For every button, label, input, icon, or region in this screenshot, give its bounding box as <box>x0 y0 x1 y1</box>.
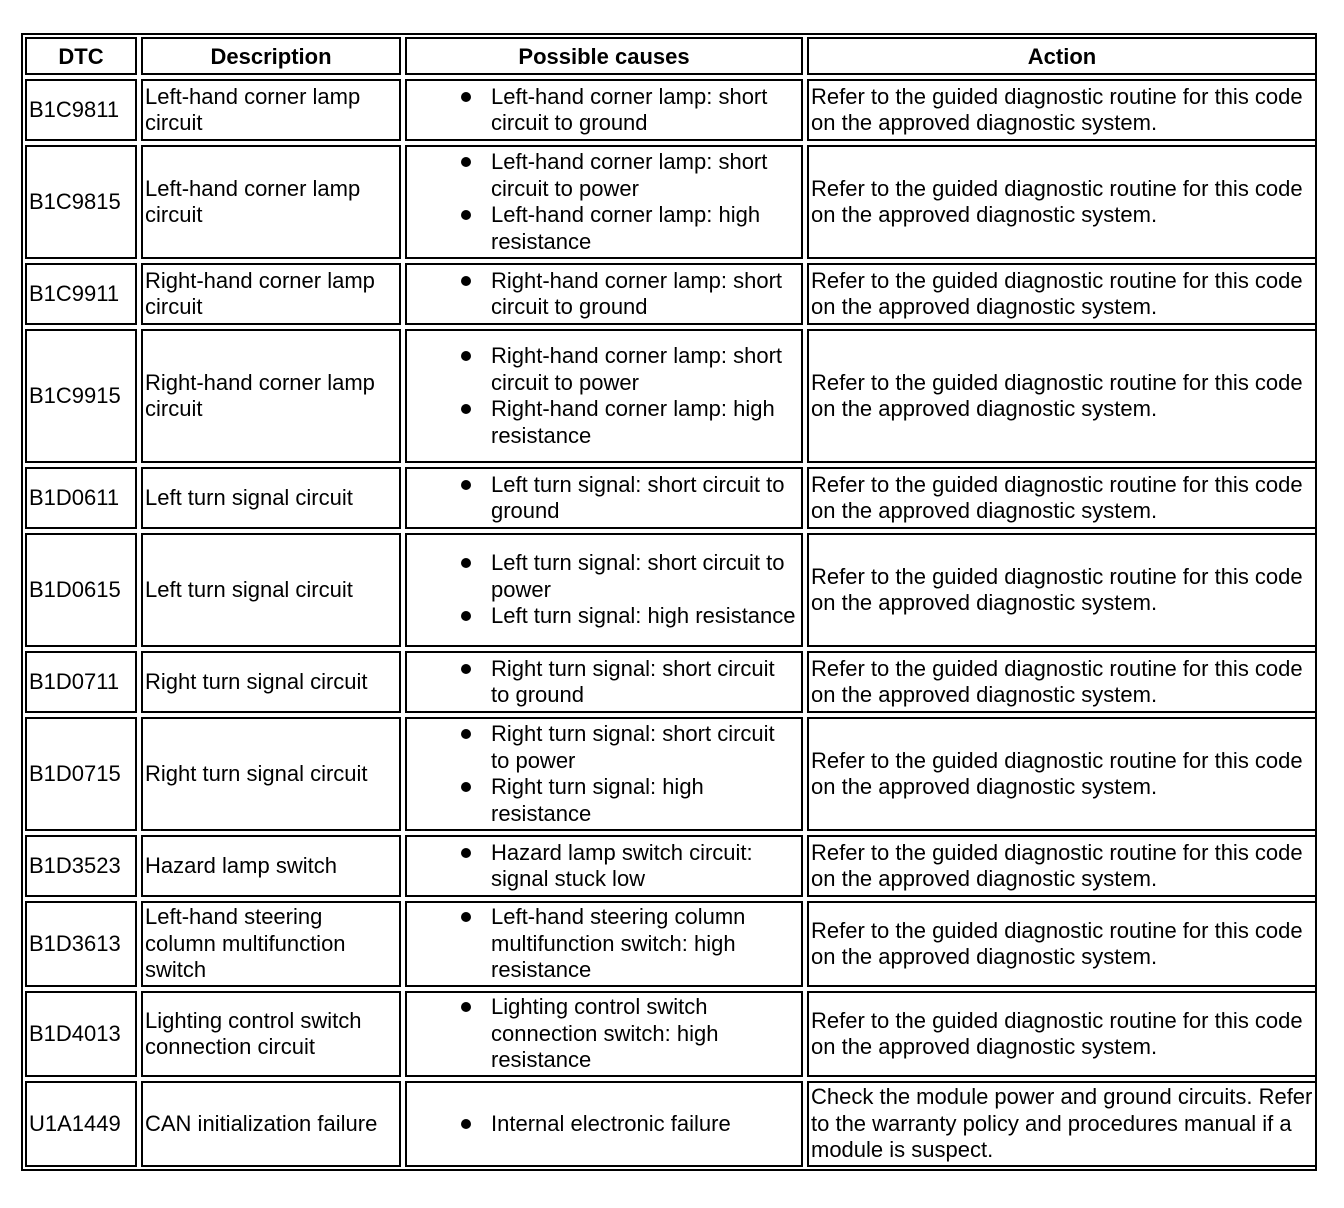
table-row <box>25 467 1317 529</box>
cause-item: Right-hand corner lamp: short circuit to ground <box>491 268 799 321</box>
description-cell: Right-hand corner lamp circuit <box>141 263 401 325</box>
causes-list <box>409 904 799 984</box>
causes-list <box>409 1111 799 1138</box>
cause-item: Left turn signal: high resistance <box>491 603 799 630</box>
causes-list <box>409 84 799 137</box>
dtc-code-cell: B1C9815 <box>25 145 137 259</box>
cause-item: Right turn signal: short circuit to power <box>491 721 799 774</box>
possible-causes-cell <box>405 79 803 141</box>
cause-item: Left-hand corner lamp: high resistance <box>491 202 799 255</box>
cause-item: Right turn signal: short circuit to ground <box>491 656 799 709</box>
dtc-code-cell: B1D0615 <box>25 533 137 647</box>
action-cell: Refer to the guided diagnostic routine for this code on the approved diagnostic system. <box>807 901 1317 987</box>
table-header-row <box>25 37 1317 75</box>
description-cell: Right turn signal circuit <box>141 651 401 713</box>
description-cell: Lighting control switch connection circuit <box>141 991 401 1077</box>
dtc-table-frame <box>21 33 1317 1171</box>
dtc-code-cell: B1D3613 <box>25 901 137 987</box>
dtc-code-cell: B1C9911 <box>25 263 137 325</box>
possible-causes-cell <box>405 717 803 831</box>
possible-causes-cell <box>405 651 803 713</box>
action-cell: Refer to the guided diagnostic routine for this code on the approved diagnostic system. <box>807 145 1317 259</box>
action-cell: Check the module power and ground circuits. Refer to the warranty policy and procedures manual if a module is suspect. <box>807 1081 1317 1167</box>
table-row <box>25 533 1317 647</box>
description-cell: Left turn signal circuit <box>141 467 401 529</box>
description-cell: Left-hand corner lamp circuit <box>141 145 401 259</box>
action-cell: Refer to the guided diagnostic routine for this code on the approved diagnostic system. <box>807 263 1317 325</box>
possible-causes-cell <box>405 1081 803 1167</box>
cause-item: Left-hand steering column multifunction switch: high resistance <box>491 904 799 984</box>
table-row <box>25 263 1317 325</box>
possible-causes-cell <box>405 145 803 259</box>
table-row <box>25 329 1317 463</box>
dtc-code-cell: B1C9915 <box>25 329 137 463</box>
possible-causes-cell <box>405 263 803 325</box>
cause-item: Left turn signal: short circuit to power <box>491 550 799 603</box>
table-row <box>25 145 1317 259</box>
header-description: Description <box>141 37 401 75</box>
cause-item: Left-hand corner lamp: short circuit to ground <box>491 84 799 137</box>
cause-item: Left-hand corner lamp: short circuit to power <box>491 149 799 202</box>
possible-causes-cell <box>405 329 803 463</box>
cause-item: Left turn signal: short circuit to ground <box>491 472 799 525</box>
table-body <box>25 79 1317 1167</box>
description-cell: Hazard lamp switch <box>141 835 401 897</box>
action-cell: Refer to the guided diagnostic routine for this code on the approved diagnostic system. <box>807 835 1317 897</box>
cause-item: Right turn signal: high resistance <box>491 774 799 827</box>
cause-item: Internal electronic failure <box>491 1111 799 1138</box>
action-cell: Refer to the guided diagnostic routine for this code on the approved diagnostic system. <box>807 329 1317 463</box>
possible-causes-cell <box>405 901 803 987</box>
causes-list <box>409 343 799 449</box>
dtc-code-cell: B1D0715 <box>25 717 137 831</box>
cause-item: Lighting control switch connection switch: high resistance <box>491 994 799 1074</box>
dtc-code-cell: B1D3523 <box>25 835 137 897</box>
causes-list <box>409 550 799 630</box>
possible-causes-cell <box>405 467 803 529</box>
causes-list <box>409 656 799 709</box>
description-cell: Left turn signal circuit <box>141 533 401 647</box>
description-cell: Left-hand steering column multifunction switch <box>141 901 401 987</box>
causes-list <box>409 994 799 1074</box>
table-row <box>25 901 1317 987</box>
header-dtc: DTC <box>25 37 137 75</box>
causes-list <box>409 268 799 321</box>
causes-list <box>409 472 799 525</box>
causes-list <box>409 149 799 255</box>
table-row <box>25 717 1317 831</box>
table-row <box>25 1081 1317 1167</box>
description-cell: CAN initialization failure <box>141 1081 401 1167</box>
dtc-table <box>21 33 1321 1171</box>
description-cell: Right turn signal circuit <box>141 717 401 831</box>
table-row <box>25 991 1317 1077</box>
action-cell: Refer to the guided diagnostic routine for this code on the approved diagnostic system. <box>807 991 1317 1077</box>
table-row <box>25 79 1317 141</box>
dtc-code-cell: B1C9811 <box>25 79 137 141</box>
dtc-code-cell: B1D4013 <box>25 991 137 1077</box>
header-possible-causes: Possible causes <box>405 37 803 75</box>
description-cell: Left-hand corner lamp circuit <box>141 79 401 141</box>
action-cell: Refer to the guided diagnostic routine for this code on the approved diagnostic system. <box>807 533 1317 647</box>
dtc-code-cell: B1D0711 <box>25 651 137 713</box>
cause-item: Right-hand corner lamp: short circuit to power <box>491 343 799 396</box>
action-cell: Refer to the guided diagnostic routine for this code on the approved diagnostic system. <box>807 79 1317 141</box>
action-cell: Refer to the guided diagnostic routine for this code on the approved diagnostic system. <box>807 467 1317 529</box>
dtc-code-cell: B1D0611 <box>25 467 137 529</box>
dtc-code-cell: U1A1449 <box>25 1081 137 1167</box>
table-row <box>25 835 1317 897</box>
action-cell: Refer to the guided diagnostic routine for this code on the approved diagnostic system. <box>807 717 1317 831</box>
possible-causes-cell <box>405 835 803 897</box>
causes-list <box>409 721 799 827</box>
possible-causes-cell <box>405 991 803 1077</box>
table-row <box>25 651 1317 713</box>
description-cell: Right-hand corner lamp circuit <box>141 329 401 463</box>
possible-causes-cell <box>405 533 803 647</box>
action-cell: Refer to the guided diagnostic routine for this code on the approved diagnostic system. <box>807 651 1317 713</box>
header-action: Action <box>807 37 1317 75</box>
cause-item: Hazard lamp switch circuit: signal stuck low <box>491 840 799 893</box>
cause-item: Right-hand corner lamp: high resistance <box>491 396 799 449</box>
causes-list <box>409 840 799 893</box>
